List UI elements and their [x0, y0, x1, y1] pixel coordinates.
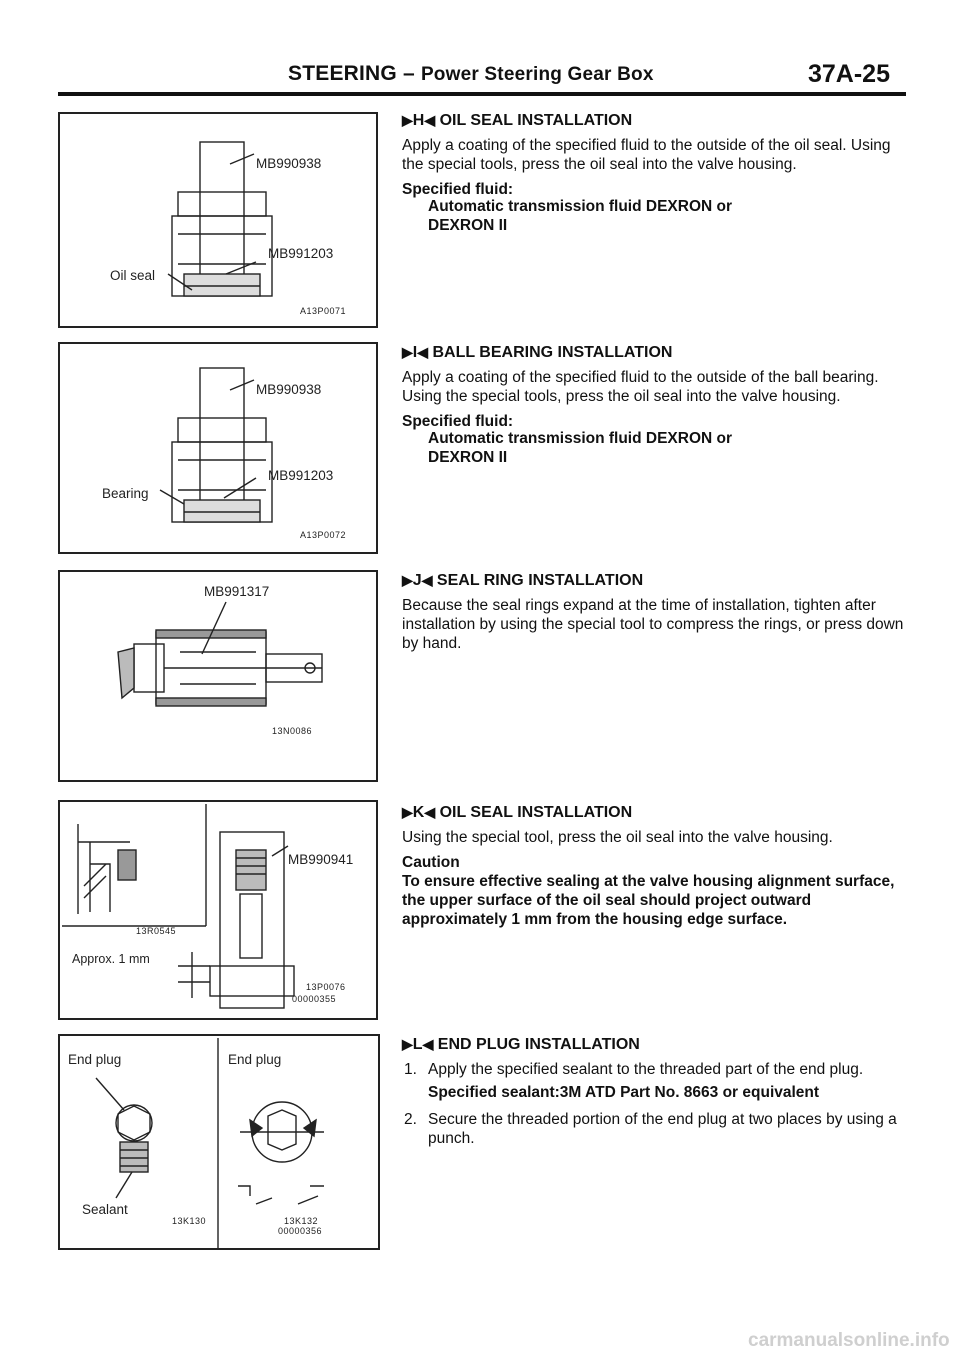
- page-header-title: [288, 62, 654, 86]
- header-divider: [58, 92, 906, 96]
- section-ball-bearing-installation-i: [402, 344, 908, 473]
- section-title: BALL BEARING INSTALLATION: [432, 344, 673, 361]
- label-end-plug: End plug: [228, 1052, 282, 1067]
- marker-arrow-left-icon: ◀: [422, 1036, 434, 1052]
- marker-arrow-left-icon: ◀: [424, 112, 436, 128]
- spec-label: Specified fluid:: [402, 413, 514, 430]
- figure-code: 13R0545: [136, 926, 177, 936]
- section-marker: H: [412, 112, 425, 129]
- marker-arrow-right-icon: ▶: [402, 112, 413, 128]
- caution-label: Caution: [402, 854, 460, 871]
- marker-arrow-right-icon: ▶: [402, 804, 413, 820]
- page-number: 37A-25: [808, 60, 890, 88]
- watermark: carmanualsonline.info: [748, 1330, 950, 1351]
- header-title-sub: Power Steering Gear Box: [420, 64, 654, 85]
- section-heading: [402, 112, 908, 130]
- section-oil-seal-installation-h: [402, 112, 908, 241]
- marker-arrow-left-icon: ◀: [417, 344, 429, 360]
- label-mb991203: MB991203: [268, 468, 334, 483]
- section-title: OIL SEAL INSTALLATION: [439, 804, 633, 821]
- section-end-plug-installation-l: [402, 1036, 908, 1154]
- spec-value-line1: Automatic transmission fluid DEXRON or: [428, 430, 733, 447]
- section-title: OIL SEAL INSTALLATION: [439, 112, 633, 129]
- label-sealant: Sealant: [82, 1202, 128, 1217]
- section-marker: L: [412, 1036, 423, 1053]
- figure-bearing-drawing: [60, 344, 376, 552]
- section-heading: [402, 344, 908, 362]
- label-approx-1mm: Approx. 1 mm: [72, 952, 150, 966]
- figure-code: 00000356: [278, 1226, 323, 1236]
- label-mb991317: MB991317: [204, 584, 270, 599]
- spec-value-line1: Automatic transmission fluid DEXRON or: [428, 198, 733, 215]
- spec-label: Specified fluid:: [402, 181, 514, 198]
- spec-value-line2: DEXRON II: [428, 217, 508, 234]
- header-title-dash: –: [403, 62, 415, 85]
- step-item: [402, 1060, 908, 1102]
- step-spec: Specified sealant:3M ATD Part No. 8663 or equivalent: [428, 1084, 820, 1101]
- section-marker: K: [412, 804, 425, 821]
- step-number: 2.: [404, 1111, 417, 1128]
- section-text: Apply a coating of the specified fluid to the outside of the oil seal. Using the special tools, press the oil seal into the valve housing.: [402, 137, 891, 173]
- marker-arrow-left-icon: ◀: [421, 572, 433, 588]
- steps-list: [402, 1060, 908, 1148]
- figure-code: 13N0086: [272, 726, 313, 736]
- spec-value-line2: DEXRON II: [428, 449, 508, 466]
- figure-end-plug-install: [58, 1034, 380, 1250]
- figure-code: 00000355: [292, 994, 337, 1004]
- figure-oil-seal-drawing: [60, 114, 376, 326]
- figure-code: 13P0076: [306, 982, 346, 992]
- label-end-plug: End plug: [68, 1052, 122, 1067]
- step-number: 1.: [404, 1061, 417, 1078]
- step-text: Apply the specified sealant to the threaded part of the end plug.: [428, 1061, 864, 1078]
- section-text: Apply a coating of the specified fluid to the outside of the ball bearing. Using the special tools, press the oil seal into the valve housing.: [402, 369, 879, 405]
- figure-seal-ring-drawing: [60, 572, 376, 780]
- section-seal-ring-installation-j: [402, 572, 908, 659]
- figure-code: 13K132: [284, 1216, 319, 1226]
- figure-seal-ring-install: [58, 570, 378, 782]
- marker-arrow-right-icon: ▶: [402, 1036, 413, 1052]
- section-oil-seal-installation-k: [402, 804, 908, 935]
- marker-arrow-right-icon: ▶: [402, 344, 413, 360]
- label-oil-seal: Oil seal: [110, 268, 156, 283]
- step-item: [402, 1110, 908, 1148]
- figure-bearing-install: [58, 342, 378, 554]
- step-text: Secure the threaded portion of the end plug at two places by using a punch.: [428, 1111, 897, 1147]
- figure-code: A13P0072: [300, 530, 347, 540]
- section-heading: [402, 572, 908, 590]
- label-mb990938: MB990938: [256, 382, 322, 397]
- figure-valve-oil-seal-install: [58, 800, 378, 1020]
- marker-arrow-right-icon: ▶: [402, 572, 413, 588]
- figure-oil-seal-install: [58, 112, 378, 328]
- label-mb991203: MB991203: [268, 246, 334, 261]
- section-marker: I: [412, 344, 418, 361]
- header-title-main: STEERING: [288, 62, 397, 85]
- figure-code: A13P0071: [300, 306, 347, 316]
- label-bearing: Bearing: [102, 486, 149, 501]
- figure-code: 13K130: [172, 1216, 207, 1226]
- section-text: Using the special tool, press the oil seal into the valve housing.: [402, 829, 833, 846]
- section-text: Because the seal rings expand at the time of installation, tighten after installation by using the special tool to compress the rings, or press down by hand.: [402, 597, 904, 652]
- section-title: SEAL RING INSTALLATION: [436, 572, 644, 589]
- section-heading: [402, 804, 908, 822]
- label-mb990941: MB990941: [288, 852, 354, 867]
- caution-text: To ensure effective sealing at the valve housing alignment surface, the upper surface of the oil seal should project outward approximately 1 mm from the housing edge surface.: [402, 873, 895, 928]
- section-marker: J: [412, 572, 422, 589]
- section-heading: [402, 1036, 908, 1054]
- section-title: END PLUG INSTALLATION: [437, 1036, 640, 1053]
- marker-arrow-left-icon: ◀: [424, 804, 436, 820]
- label-mb990938: MB990938: [256, 156, 322, 171]
